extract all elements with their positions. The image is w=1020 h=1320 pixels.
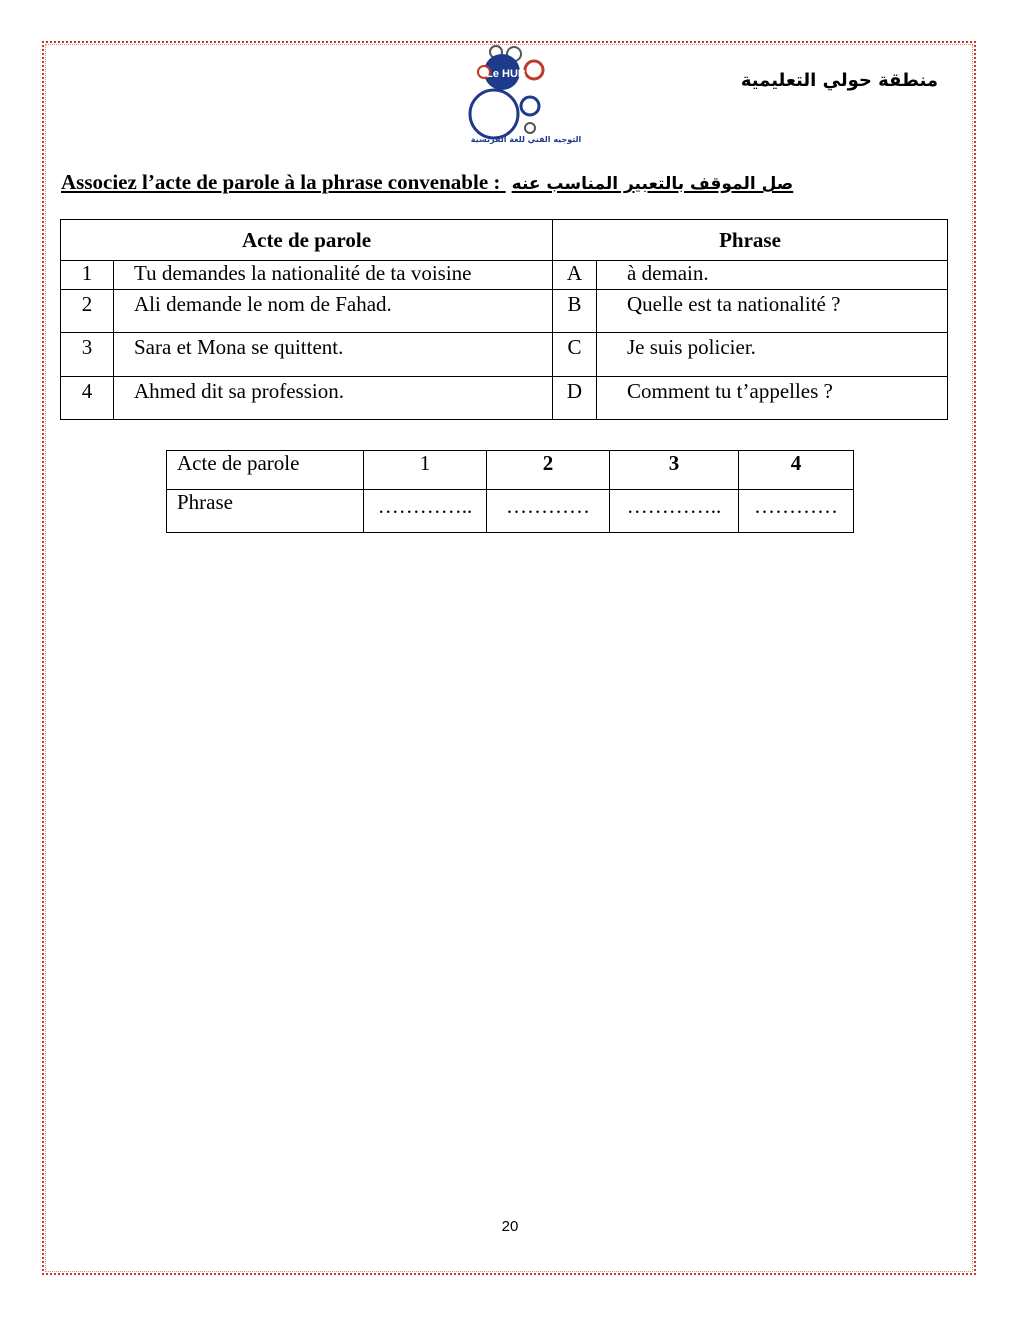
instruction-fr: Associez l’acte de parole à la phrase convenable : [61,170,501,194]
row-number: 1 [61,261,114,290]
phrase-cell: Je suis policier. [597,333,948,377]
page-number: 20 [501,1218,519,1235]
phrase-cell: à demain. [597,261,948,290]
logo-caption: التوجيه الفني للغة الفرنسية [470,135,582,144]
answer-row-numbers [167,451,854,490]
row-number: 3 [61,333,114,377]
answer-label-phrase: Phrase [167,490,364,533]
table-row [61,290,948,333]
table-row [61,377,948,420]
phrase-cell: Comment tu t’appelles ? [597,377,948,420]
answer-table [166,450,854,533]
answer-number: 3 [610,451,739,490]
row-number: 4 [61,377,114,420]
letter-cell: A [553,261,597,290]
instruction [61,170,793,195]
letter-cell: D [553,377,597,420]
letter-cell: C [553,333,597,377]
header-phrase: Phrase [553,220,948,261]
acte-cell: Ali demande le nom de Fahad. [114,290,553,333]
table-row [61,261,948,290]
acte-cell: Sara et Mona se quittent. [114,333,553,377]
answer-row-phrases [167,490,854,533]
header-acte: Acte de parole [61,220,553,261]
row-number: 2 [61,290,114,333]
answer-number: 1 [364,451,487,490]
answer-number: 2 [487,451,610,490]
answer-number: 4 [739,451,854,490]
region-title: منطقة حولي التعليمية [740,70,938,91]
answer-blank[interactable]: ………….. [610,490,739,533]
hub-logo [456,42,596,148]
answer-blank[interactable]: ………… [487,490,610,533]
instruction-ar: صل الموقف بالتعبير المناسب عنه [511,174,794,194]
acte-cell: Ahmed dit sa profession. [114,377,553,420]
answer-label-acte: Acte de parole [167,451,364,490]
acte-cell: Tu demandes la nationalité de ta voisine [114,261,553,290]
answer-blank[interactable]: ………… [739,490,854,533]
phrase-cell: Quelle est ta nationalité ? [597,290,948,333]
letter-cell: B [553,290,597,333]
answer-blank[interactable]: ………….. [364,490,487,533]
table-row [61,333,948,377]
matching-table [60,219,948,420]
logo-text: Le HUB [486,68,526,80]
